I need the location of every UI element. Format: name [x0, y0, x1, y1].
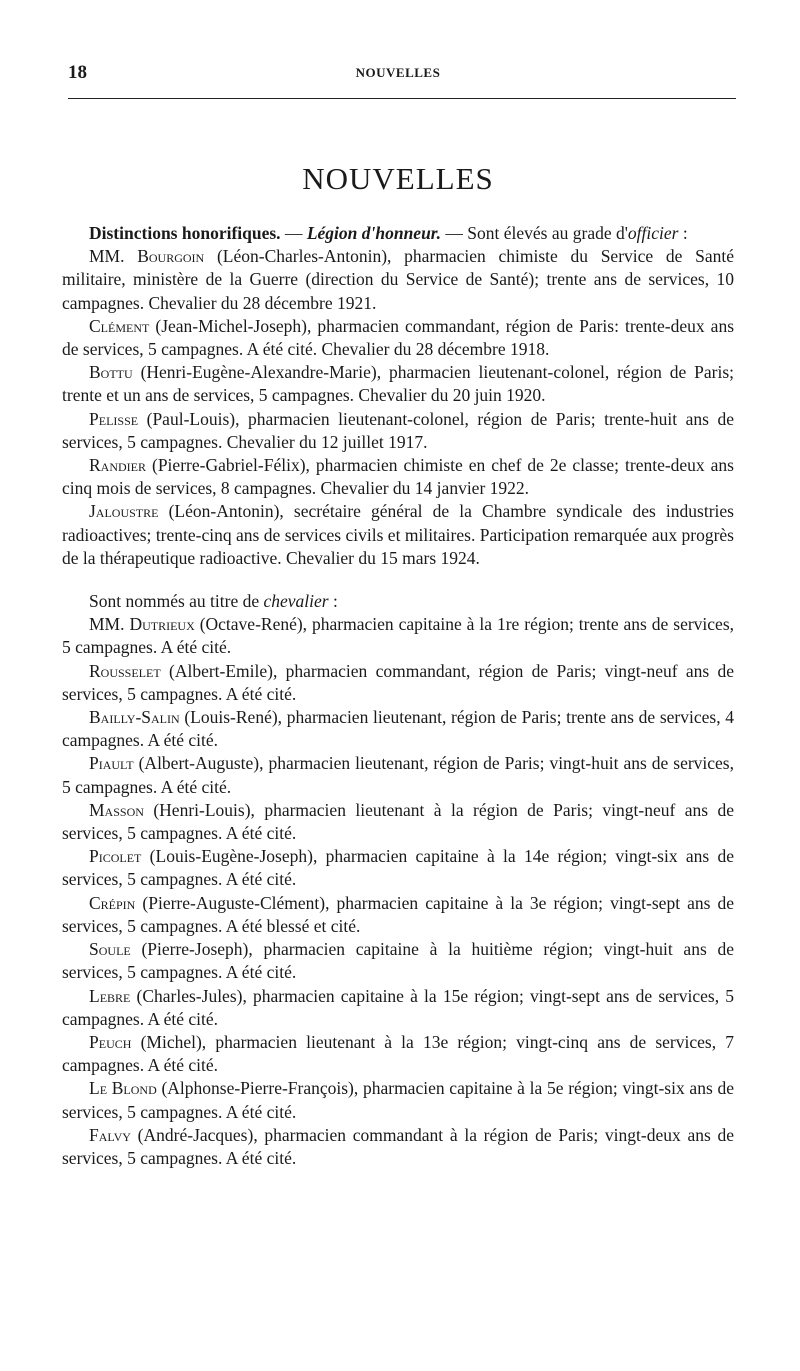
section-intro: — Sont élevés au grade d': [441, 223, 628, 243]
entry-text: (Octave-René), pharmacien capitaine à la 1re région; trente ans de services, 5 campagnes. A été cité.: [62, 614, 735, 658]
section-subheading: Légion d'honneur.: [306, 223, 442, 243]
entry-name: Crépin: [89, 892, 136, 913]
chevalier-intro-text: Sont nommés au titre de: [89, 591, 264, 612]
list-item: [62, 706, 734, 752]
entry-text: (Léon-Charles-Antonin), pharmacien chimiste du Service de Santé militaire, ministère de la Guerre (direction du Service de Santé); trente ans de services, 10 campagnes. Chevalier du 28 décembre 1921.: [62, 246, 734, 313]
section-heading: Distinctions honorifiques.: [89, 223, 281, 243]
list-item: [62, 799, 734, 845]
chevalier-intro-rank: chevalier: [263, 591, 329, 612]
list-item: [62, 892, 734, 938]
list-item: [62, 1031, 734, 1077]
entry-text: (Charles-Jules), pharmacien capitaine à la 15e région; vingt-sept ans de services, 5 campagnes. A été cité.: [62, 985, 734, 1029]
entry-text: (Léon-Antonin), secrétaire général de la Chambre syndicale des industries radioactives; trente-cinq ans de services civils et militaires. Participation remarquée aux progrès de la thérapeutique radioactive. Chevalier du 15 mars 1924.: [62, 501, 734, 568]
chevalier-intro: [62, 590, 734, 613]
heading-dash: —: [280, 223, 307, 243]
section-heading-paragraph: [62, 222, 734, 245]
entry-text: (Pierre-Joseph), pharmacien capitaine à la huitième région; vingt-huit ans de services, 5 campagnes. A été cité.: [62, 939, 734, 983]
entry-name: Picolet: [89, 846, 142, 867]
entry-text: (Jean-Michel-Joseph), pharmacien commandant, région de Paris: trente-deux ans de services, 5 campagnes. A été cité. Chevalier du 28 décembre 1918.: [62, 315, 734, 360]
entry-name: Rousselet: [89, 660, 161, 681]
entry-name: Lebre: [89, 985, 131, 1006]
entry-name: Clément: [89, 315, 150, 336]
section-intro-rank: officier: [627, 223, 679, 243]
entry-text: (Pierre-Auguste-Clément), pharmacien capitaine à la 3e région; vingt-sept ans de services, 5 campagnes. A été blessé et cité.: [62, 892, 734, 936]
entry-name: Pelisse: [89, 408, 139, 429]
entry-name: Piault: [89, 753, 134, 774]
page-number: 18: [68, 62, 87, 83]
list-item: [62, 985, 734, 1031]
chevalier-intro-end: :: [328, 591, 338, 612]
entry-name: Masson: [89, 799, 144, 820]
list-item: [62, 1077, 734, 1123]
running-head: [62, 62, 734, 86]
list-item: [62, 1124, 734, 1170]
entry-name: Le Blond: [89, 1078, 157, 1099]
list-item: [62, 660, 734, 706]
page-title: NOUVELLES: [302, 160, 494, 196]
entry-name: Jaloustre: [89, 501, 159, 522]
list-item: [62, 361, 734, 407]
section-spacer: [62, 570, 734, 590]
list-item: [62, 500, 734, 570]
list-item: [62, 245, 734, 315]
entry-text: (Louis-René), pharmacien lieutenant, région de Paris; trente ans de services, 4 campagnes. A été cité.: [62, 707, 734, 751]
entry-text: (Paul-Louis), pharmacien lieutenant-colonel, région de Paris; trente-huit ans de services, 5 campagnes. Chevalier du 12 juillet 1917.: [62, 408, 734, 452]
running-title: NOUVELLES: [355, 65, 441, 80]
list-item: [62, 845, 734, 891]
entry-text: (Henri-Eugène-Alexandre-Marie), pharmacien lieutenant-colonel, région de Paris; trente et un ans de services, 5 campagnes. Chevalier du 20 juin 1920.: [62, 362, 734, 406]
list-item: [62, 752, 734, 798]
list-item: [62, 613, 734, 659]
article-body: [62, 222, 734, 1170]
entry-name: Bailly-Salin: [89, 707, 180, 728]
entry-name: Peuch: [89, 1031, 132, 1052]
entry-name: Falvy: [89, 1124, 131, 1145]
entry-text: (Louis-Eugène-Joseph), pharmacien capitaine à la 14e région; vingt-six ans de services, 5 campagnes. A été cité.: [62, 846, 734, 890]
entry-prefix: MM.: [89, 614, 130, 635]
list-item: [62, 315, 734, 361]
entry-name: Bourgoin: [137, 246, 205, 267]
entry-text: (Alphonse-Pierre-François), pharmacien capitaine à la 5e région; vingt-six ans de services, 5 campagnes. A été cité.: [62, 1078, 734, 1122]
entry-name: Bottu: [89, 362, 133, 383]
entry-name: Randier: [89, 455, 147, 476]
entry-name: Dutrieux: [129, 614, 195, 635]
header-rule: [68, 98, 736, 99]
entry-text: (Henri-Louis), pharmacien lieutenant à la région de Paris; vingt-neuf ans de services, 5 campagnes. A été cité.: [62, 799, 734, 844]
entry-text: (Albert-Emile), pharmacien commandant, région de Paris; vingt-neuf ans de services, 5 campagnes. A été cité.: [62, 660, 734, 704]
list-item: [62, 454, 734, 500]
entry-text: (André-Jacques), pharmacien commandant à la région de Paris; vingt-deux ans de services, 5 campagnes. A été cité.: [62, 1124, 734, 1168]
list-item: [62, 938, 734, 984]
officier-list: [62, 245, 734, 570]
entry-name: Soule: [89, 939, 131, 960]
entry-text: (Albert-Auguste), pharmacien lieutenant, région de Paris; vingt-huit ans de services, 5 campagnes. A été cité.: [62, 753, 734, 797]
list-item: [62, 408, 734, 454]
entry-text: (Pierre-Gabriel-Félix), pharmacien chimiste en chef de 2e classe; trente-deux ans cinq mois de services, 8 campagnes. Chevalier du 14 janvier 1922.: [62, 455, 734, 499]
entry-prefix: MM.: [89, 246, 138, 267]
chevalier-list: [62, 613, 734, 1170]
section-intro-end: :: [678, 223, 688, 243]
entry-text: (Michel), pharmacien lieutenant à la 13e région; vingt-cinq ans de services, 7 campagnes. A été cité.: [62, 1031, 734, 1076]
